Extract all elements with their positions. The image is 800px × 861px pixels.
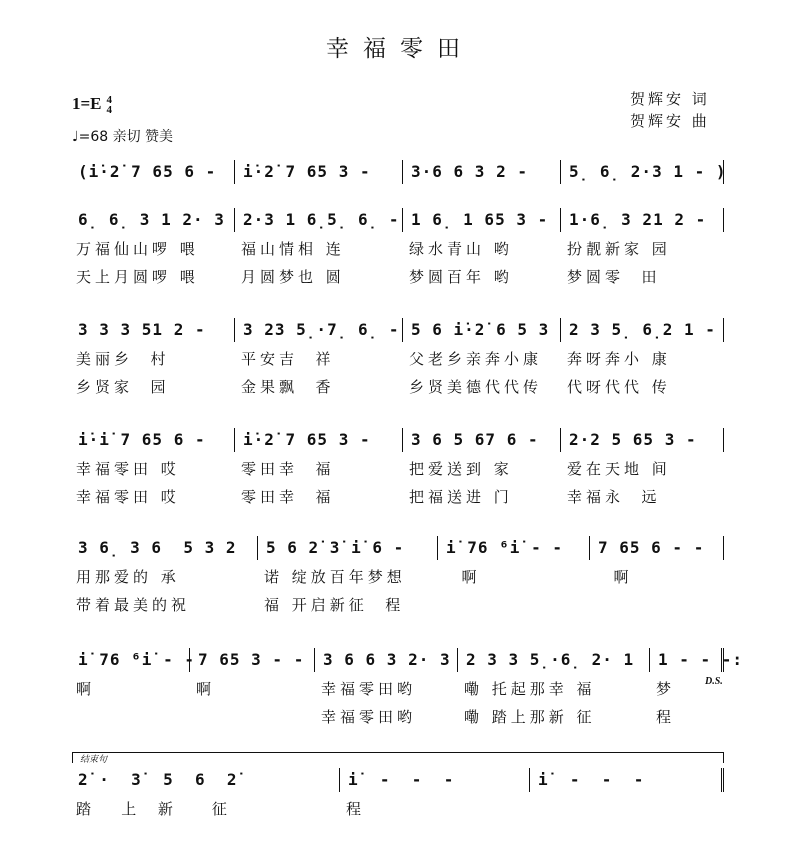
lyric-line xyxy=(70,376,724,397)
lyric-line xyxy=(70,458,724,479)
measure: 6̣ 6̣ 3 1 2· 3 xyxy=(70,208,235,232)
measure: 1·6̣ 3 21 2 - xyxy=(561,208,724,232)
lyric-line xyxy=(70,486,724,507)
measure: 2 3 5̣ 6̣2 1 - xyxy=(561,318,724,342)
lyric-segment xyxy=(590,594,724,615)
dal-segno-mark: D.S. xyxy=(705,676,723,687)
lyric-line xyxy=(70,566,724,587)
measure: i̇ - - - xyxy=(530,768,724,792)
lyric-segment: 梦圆百年 哟 xyxy=(409,268,513,286)
measure: i̇ 76 ⁶i̇ - - xyxy=(438,536,590,560)
lyric-segment xyxy=(530,798,724,819)
lyricist-credit: 贺辉安 词 xyxy=(630,90,710,108)
lyric-line xyxy=(70,594,724,615)
lyric-segment: 用那爱的 承 xyxy=(76,568,180,586)
lyric-segment: 美丽乡 村 xyxy=(76,350,170,368)
measure: 3 6̣ 3 6 5 3 2 xyxy=(70,536,258,560)
lyric-segment: 梦圆零 田 xyxy=(567,268,661,286)
lyric-segment: 奔呀奔小 康 xyxy=(567,350,671,368)
lyric-segment: 程 xyxy=(346,800,366,818)
lyric-line xyxy=(70,348,724,369)
lyric-segment: 幸福零田 哎 xyxy=(76,460,180,478)
song-title: 幸福零田 xyxy=(326,36,474,62)
lyric-segment: 幸福零田 哎 xyxy=(76,488,180,506)
lyric-line xyxy=(70,798,724,819)
measure: 2̇ · 3̇ 5 6 2̇ xyxy=(70,768,340,792)
measure: i̇ 76 ⁶i̇ - - xyxy=(70,648,190,672)
lyric-segment: 福 开启新征 程 xyxy=(264,596,405,614)
measure: i̇·2̇ 7 65 3 - xyxy=(235,428,403,452)
measure: i̇ - - - xyxy=(340,768,530,792)
lyric-segment: 踏 上 新 征 xyxy=(76,800,231,818)
measure: 1 - - -: xyxy=(650,648,724,672)
measure: (i̇·2̇ 7 65 6 - xyxy=(70,160,235,184)
measure: 3 6 6 3 2· 3 xyxy=(315,648,458,672)
lyric-segment: 扮靓新家 园 xyxy=(567,240,671,258)
lyric-segment: 啊 xyxy=(76,680,96,698)
lyric-segment: 啊 xyxy=(444,568,481,586)
key-text: 1=E xyxy=(72,94,102,113)
measure: 3 3 3 51 2 - xyxy=(70,318,235,342)
staff-row xyxy=(70,318,724,342)
lyric-segment: 福山情相 连 xyxy=(241,240,345,258)
measure: 3 23 5̣·7̣ 6̣ - xyxy=(235,318,403,342)
lyric-segment: 零田幸 福 xyxy=(241,488,335,506)
lyric-segment xyxy=(438,594,590,615)
lyric-segment: 月圆梦也 圆 xyxy=(241,268,345,286)
time-bottom: 4 xyxy=(106,104,113,117)
time-top: 4 xyxy=(106,94,113,107)
lyric-segment: 平安吉 祥 xyxy=(241,350,335,368)
ending-label: 结束句 xyxy=(80,755,108,765)
measure: 7 65 3 - - xyxy=(190,648,315,672)
lyric-segment: 把爱送到 家 xyxy=(409,460,513,478)
measure: 3 6 5 67 6 - xyxy=(403,428,561,452)
lyric-line xyxy=(70,706,724,727)
time-signature xyxy=(107,95,113,115)
lyric-segment: 啊 xyxy=(596,568,633,586)
measure: 2·3 1 6̣5̣ 6̣ - xyxy=(235,208,403,232)
key-signature xyxy=(72,94,112,115)
measure: 3·6 6 3 2 - xyxy=(403,160,561,184)
lyric-segment: 代呀代代 传 xyxy=(567,378,671,396)
measure: i̇·2̇ 7 65 3 - xyxy=(235,160,403,184)
lyric-segment: 嘞 托起那幸 福 xyxy=(464,680,596,698)
lyric-segment: 嘞 踏上那新 征 xyxy=(464,708,596,726)
lyric-segment: 带着最美的祝 xyxy=(76,596,191,614)
measure: i̇·i̇ 7 65 6 - xyxy=(70,428,235,452)
lyric-line xyxy=(70,266,724,287)
lyric-segment: 诺 绽放百年梦想 xyxy=(264,568,406,586)
measure: 5̣ 6̣ 2·3 1 - ) xyxy=(561,160,724,184)
lyric-line xyxy=(70,238,724,259)
lyric-segment: 幸福永 远 xyxy=(567,488,661,506)
measure: 5 6 2̇ 3̇ i̇ 6 - xyxy=(258,536,438,560)
measure: 2 3 3 5̣·6̣ 2· 1 xyxy=(458,648,650,672)
staff-row xyxy=(70,768,724,792)
lyric-segment: 幸福零田哟 xyxy=(321,680,417,698)
lyric-segment xyxy=(70,706,190,727)
lyric-segment xyxy=(190,706,315,727)
lyric-segment: 把福送进 门 xyxy=(409,488,513,506)
staff-row xyxy=(70,160,727,184)
lyric-segment: 程 xyxy=(656,708,676,726)
staff-row xyxy=(70,428,724,452)
lyric-segment: 乡贤美德代代传 xyxy=(409,378,543,396)
lyric-segment: 梦 xyxy=(656,680,676,698)
measure: 2·2 5 65 3 - xyxy=(561,428,724,452)
lyric-segment: 幸福零田哟 xyxy=(321,708,417,726)
lyric-line xyxy=(70,678,724,699)
measure: 7 65 6 - - xyxy=(590,536,724,560)
lyric-segment: 万福仙山啰 喂 xyxy=(76,240,199,258)
lyric-segment: 爱在天地 间 xyxy=(567,460,671,478)
tempo-marking: ♩=68 亲切 赞美 xyxy=(72,129,174,145)
staff-row xyxy=(70,648,744,672)
staff-row xyxy=(70,208,724,232)
lyric-segment: 金果飘 香 xyxy=(241,378,335,396)
composer-credit: 贺辉安 曲 xyxy=(630,112,710,130)
lyric-segment: 绿水青山 哟 xyxy=(409,240,513,258)
ending-bracket xyxy=(72,752,724,763)
staff-row xyxy=(70,536,724,560)
lyric-segment: 天上月圆啰 喂 xyxy=(76,268,199,286)
lyric-segment: 零田幸 福 xyxy=(241,460,335,478)
lyric-segment: 啊 xyxy=(196,680,216,698)
lyric-segment: 父老乡亲奔小康 xyxy=(409,350,543,368)
measure: 1 6̣ 1 65 3 - xyxy=(403,208,561,232)
lyric-segment: 乡贤家 园 xyxy=(76,378,170,396)
measure: 5 6 i̇·2̇ 6 5 3 xyxy=(403,318,561,342)
